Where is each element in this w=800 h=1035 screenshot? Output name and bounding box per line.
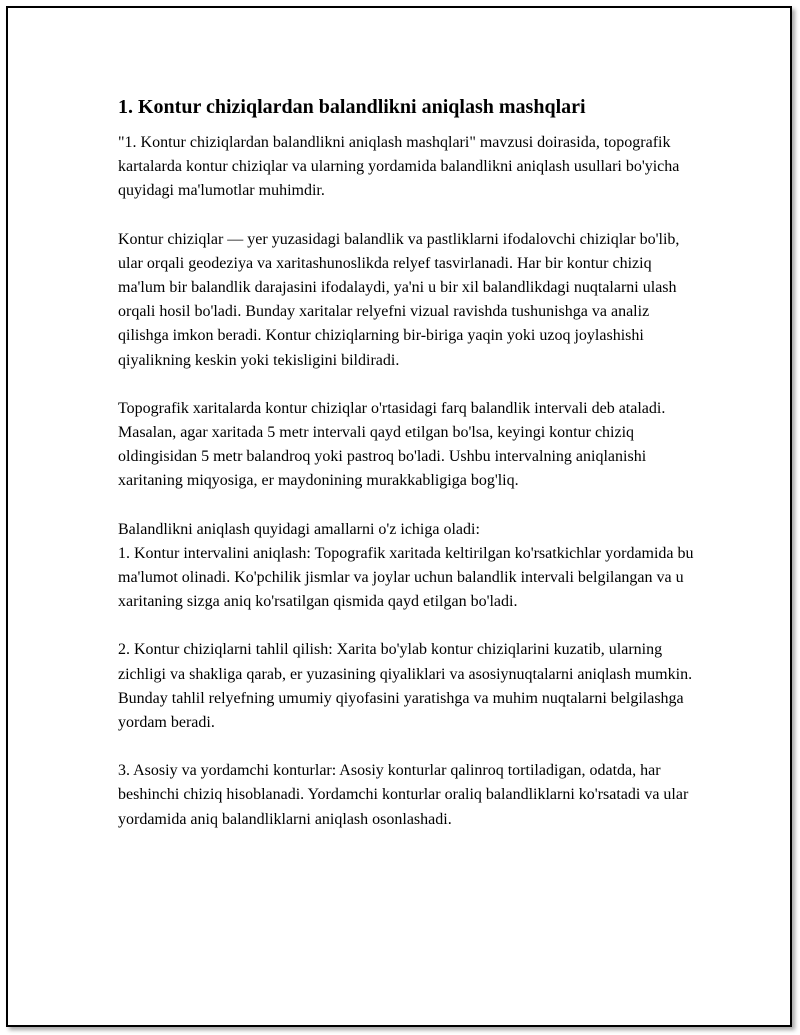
- list-item-step-2: 2. Kontur chiziqlarni tahlil qilish: Xarita bo'ylab kontur chiziqlarini kuzatib, ularning zichligi va shakliga qarab, er yuzasining qiyaliklari va asosiynuqtalarni aniqlash mumkin. Bunday tahlil relyefning umumiy qiyofasini yaratishga va muhim nuqtalarni belgilashga yordam beradi.: [118, 641, 693, 732]
- paragraph-steps-intro: Balandlikni aniqlash quyidagi amallarni o'z ichiga oladi:: [118, 520, 480, 538]
- document-title: 1. Kontur chiziqlardan balandlikni aniqlash mashqlari: [118, 96, 586, 118]
- list-item-step-3: 3. Asosiy va yordamchi konturlar: Asosiy konturlar qalinroq tortiladigan, odatda, har beshinchi chiziq hisoblanadi. Yordamchi konturlar oraliq balandliklarni ko'rsatadi va ular yordamida aniq balandliklarni aniqlash osonlashadi.: [118, 762, 689, 828]
- paragraph-height-interval: Topografik xaritalarda kontur chiziqlar o'rtasidagi farq balandlik intervali deb ataladi. Masalan, agar xaritada 5 metr intervali qayd etilgan bo'lsa, keyingi kontur chiziq oldingisidan 5 metr balandroq yoki pastroq bo'ladi. Ushbu intervalning aniqlanishi xaritaning miqyosiga, er maydonining murakkabligiga bog'liq.: [118, 399, 666, 490]
- document-body: [118, 94, 698, 856]
- list-item-step-1: 1. Kontur intervalini aniqlash: Topografik xaritada keltirilgan ko'rsatkichlar yordamida bu ma'lumot olinadi. Ko'pchilik jismlar va joylar uchun balandlik intervali belgilangan va u xaritaning sizga aniq ko'rsatilgan qismida qayd etilgan bo'ladi.: [118, 544, 694, 611]
- paragraph-contour-definition: Kontur chiziqlar — yer yuzasidagi balandlik va pastliklarni ifodalovchi chiziqlar bo'lib, ular orqali geodeziya va xaritashunoslikda relyef tasvirlanadi. Har bir kontur chiziq ma'lum bir balandlik darajasini ifodalaydi, ya'ni u bir xil balandlikdagi nuqtalarni ulash orqali hosil bo'ladi. Bunday xaritalar relyefni vizual ravishda tushunishga va analiz qilishga imkon beradi. Kontur chiziqlarning bir-biriga yaqin yoki uzoq joylashishi qiyalikning keskin yoki tekisligini bildiradi.: [118, 230, 680, 369]
- paragraph-intro: "1. Kontur chiziqlardan balandlikni aniqlash mashqlari" mavzusi doirasida, topografik kartalarda kontur chiziqlar va ularning yordamida balandlikni aniqlash usullari bo'yicha quyidagi ma'lumotlar muhimdir.: [118, 134, 680, 200]
